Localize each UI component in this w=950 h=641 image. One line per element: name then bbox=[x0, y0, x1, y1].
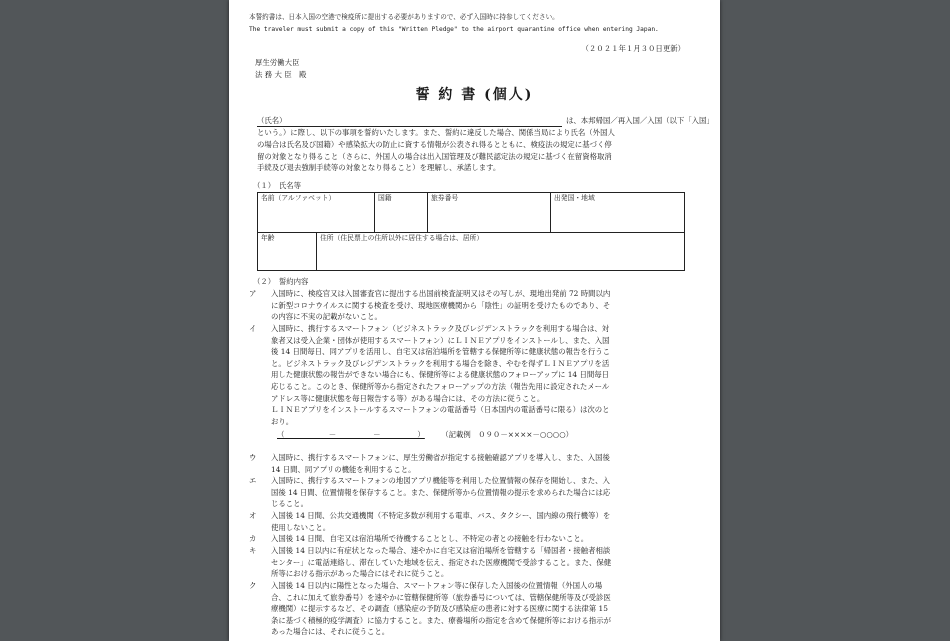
pledge-item-ki bbox=[249, 545, 697, 580]
pledge-item-ka bbox=[249, 533, 697, 545]
label-nationality: 国籍 bbox=[378, 194, 392, 202]
item-line: アドレス等に健康状態を毎日報告する等）がある場合には、その方法に従うこと。 bbox=[271, 393, 545, 403]
item-mark: キ bbox=[249, 546, 257, 555]
item-line: あった場合には、それに従うこと。 bbox=[271, 627, 390, 637]
intro-line1-tail: は、本邦帰国／再入国／入国（以下「入国」 bbox=[566, 116, 714, 125]
label-name-alpha: 名前（アルファベット） bbox=[261, 194, 336, 202]
cell-address[interactable] bbox=[317, 233, 685, 271]
label-passport: 旅券番号 bbox=[431, 194, 459, 202]
item-line: 入国後 14 日間、公共交通機関（不特定多数が利用する電車、バス、タクシー、国内線の飛行機等）を bbox=[271, 511, 611, 520]
item-mark: エ bbox=[249, 476, 257, 485]
addressee-moj: 法 務 大 臣 殿 bbox=[255, 70, 307, 79]
item-mark: ク bbox=[249, 581, 257, 590]
label-age: 年齢 bbox=[261, 234, 275, 242]
pledge-document-page bbox=[229, 0, 720, 641]
pledge-item-u bbox=[249, 452, 697, 475]
item-line: 国後 14 日間、位置情報を保存すること。また、保健所等から位置情報の提示を求められた場合には応 bbox=[271, 487, 611, 497]
item-line: 入国後 14 日間、自宅又は宿泊場所で待機することとし、不特定の者との接触を行わないこと。 bbox=[271, 534, 589, 543]
item-line: 入国時に、検疫官又は入国審査官に提出する出国前検査証明又はその写しが、現地出発前 72 時間以内 bbox=[271, 289, 611, 298]
item-line: と。ビジネストラック及びレジデンストラックを利用する場合を除き、やむを得ずＬＩＮＥアプリを活 bbox=[271, 358, 610, 368]
item-line: 用した健康状態の報告ができない場合にも、保健所等による健康状態のフォローアップに 14 日間毎日 bbox=[271, 370, 610, 380]
intro-line: 手続及び退去強制手続等の対象となり得ること）を理解し、承諾します。 bbox=[257, 163, 501, 172]
intro-line: の場合は氏名及び国籍）や感染拡大の防止に資する情報が公表され得るとともに、検疫法の規定に基づく停 bbox=[257, 140, 612, 149]
cell-departure[interactable] bbox=[551, 193, 685, 233]
intro-line: 留の対象となり得ること（さらに、外国人の場合は出入国管理及び難民認定法の規定に基づく在留資格取消 bbox=[257, 152, 612, 161]
item-line: ＬＩＮＥアプリをインストールするスマートフォンの電話番号（日本国内の電話番号に限る）は次のと bbox=[271, 405, 610, 415]
item-line: 条に基づく積極的疫学調査）に協力すること。また、療養場所の指定を含めて保健所等における指示が bbox=[271, 615, 611, 625]
item-line: 入国時に、携行するスマートフォン（ビジネストラック及びレジデンストラックを利用する場合は、対 bbox=[271, 324, 610, 333]
personal-info-table bbox=[257, 192, 685, 233]
notice-en: The traveler must submit a copy of this "Written Pledge" to the airport quarantine office when entering Japan. bbox=[249, 26, 659, 33]
item-line: 合、これに加えて旅券番号）を速やかに管轄保健所等（旅券番号については、管轄保健所等及び受診医 bbox=[271, 592, 611, 602]
label-address: 住所（住民票上の住所以外に居住する場合は、居所） bbox=[320, 234, 484, 242]
item-line: 入国後 14 日以内に陽性となった場合、スマートフォン等に保存した入国後の位置情報（外国人の場 bbox=[271, 581, 603, 590]
cell-nationality[interactable] bbox=[375, 193, 428, 233]
pledge-item-ku bbox=[249, 580, 697, 638]
pledge-item-i bbox=[249, 323, 697, 427]
section1-heading: （１） 氏名等 bbox=[253, 181, 302, 190]
item-line: 14 日間、同アプリの機能を利用すること。 bbox=[271, 464, 416, 474]
item-line: 入国時に、携行するスマートフォンの地図アプリ機能等を利用した位置情報の保存を開始し、また、入 bbox=[271, 476, 610, 485]
pledge-item-a bbox=[249, 288, 697, 323]
item-line: の内容に不実の記載がないこと。 bbox=[271, 312, 382, 322]
item-line: じること。 bbox=[271, 499, 308, 509]
phone-example: （記載例 ０９０－××××－○○○○） bbox=[441, 430, 574, 439]
item-line: 入国後 14 日以内に有症状となった場合、速やかに自宅又は宿泊場所を管轄する「帰国者・接触者相談 bbox=[271, 546, 611, 555]
item-line: 入国時に、携行するスマートフォンに、厚生労働省が指定する接触確認アプリを導入し、また、入国後 bbox=[271, 453, 610, 462]
item-line: おり。 bbox=[271, 416, 294, 426]
item-line: 所等における指示があった場合にはそれに従うこと。 bbox=[271, 569, 449, 579]
intro-name-label: （氏名） bbox=[257, 116, 287, 125]
item-line: に新型コロナウイルスに関する検査を受け、現地医療機関から「陰性」の証明を受けたものであり、そ bbox=[271, 300, 611, 310]
item-mark: ア bbox=[249, 289, 257, 298]
cell-name-alpha[interactable] bbox=[258, 193, 375, 233]
item-line: 療機関）に提示するなど、その調査（感染症の予防及び感染症の患者に対する医療に関する法律第 15 bbox=[271, 604, 608, 614]
age-address-table bbox=[257, 232, 685, 271]
item-line: 使用しないこと。 bbox=[271, 522, 331, 532]
notice-jp: 本誓約書は、日本入国の空港で検疫所に提出する必要がありますので、必ず入国時に持参してください。 bbox=[249, 13, 559, 21]
pledge-item-e bbox=[249, 475, 697, 510]
cell-age[interactable] bbox=[258, 233, 317, 271]
section2-heading: （２） 誓約内容 bbox=[253, 277, 309, 286]
pledge-item-o bbox=[249, 510, 697, 533]
item-line: センター」に電話連絡し、滞在していた地域を伝え、指定された医療機関で受診すること。また、保健 bbox=[271, 557, 612, 567]
item-line: 後 14 日間毎日、同アプリを活用し、自宅又は宿泊場所を管轄する保健所等に健康状態の報告を行うこ bbox=[271, 347, 610, 357]
item-mark: ウ bbox=[249, 453, 257, 462]
item-mark: オ bbox=[249, 511, 257, 520]
cell-passport[interactable] bbox=[428, 193, 551, 233]
label-departure: 出発国・地域 bbox=[554, 194, 595, 202]
item-mark: カ bbox=[249, 534, 257, 543]
intro-line: という。）に際し、以下の事項を誓約いたします。また、誓約に違反した場合、関係当局により氏名（外国人 bbox=[257, 128, 615, 137]
item-mark: イ bbox=[249, 324, 257, 333]
update-date: （２０２１年１月３０日更新） bbox=[581, 44, 685, 53]
phone-number-blank[interactable] bbox=[277, 429, 573, 441]
item-line: 象者又は受入企業・団体が使用するスマートフォン）にＬＩＮＥアプリをインストールし、また、入国 bbox=[271, 335, 610, 345]
item-line: 応じること。このとき、保健所等から指定されたフォローアップの方法（報告先用に設定されたメール bbox=[271, 381, 610, 391]
addressee-mhlw: 厚生労働大臣 bbox=[255, 58, 300, 67]
phone-number-field[interactable]: （ － － ） bbox=[277, 430, 425, 439]
page-title: 誓 約 書 (個人) bbox=[415, 87, 534, 103]
